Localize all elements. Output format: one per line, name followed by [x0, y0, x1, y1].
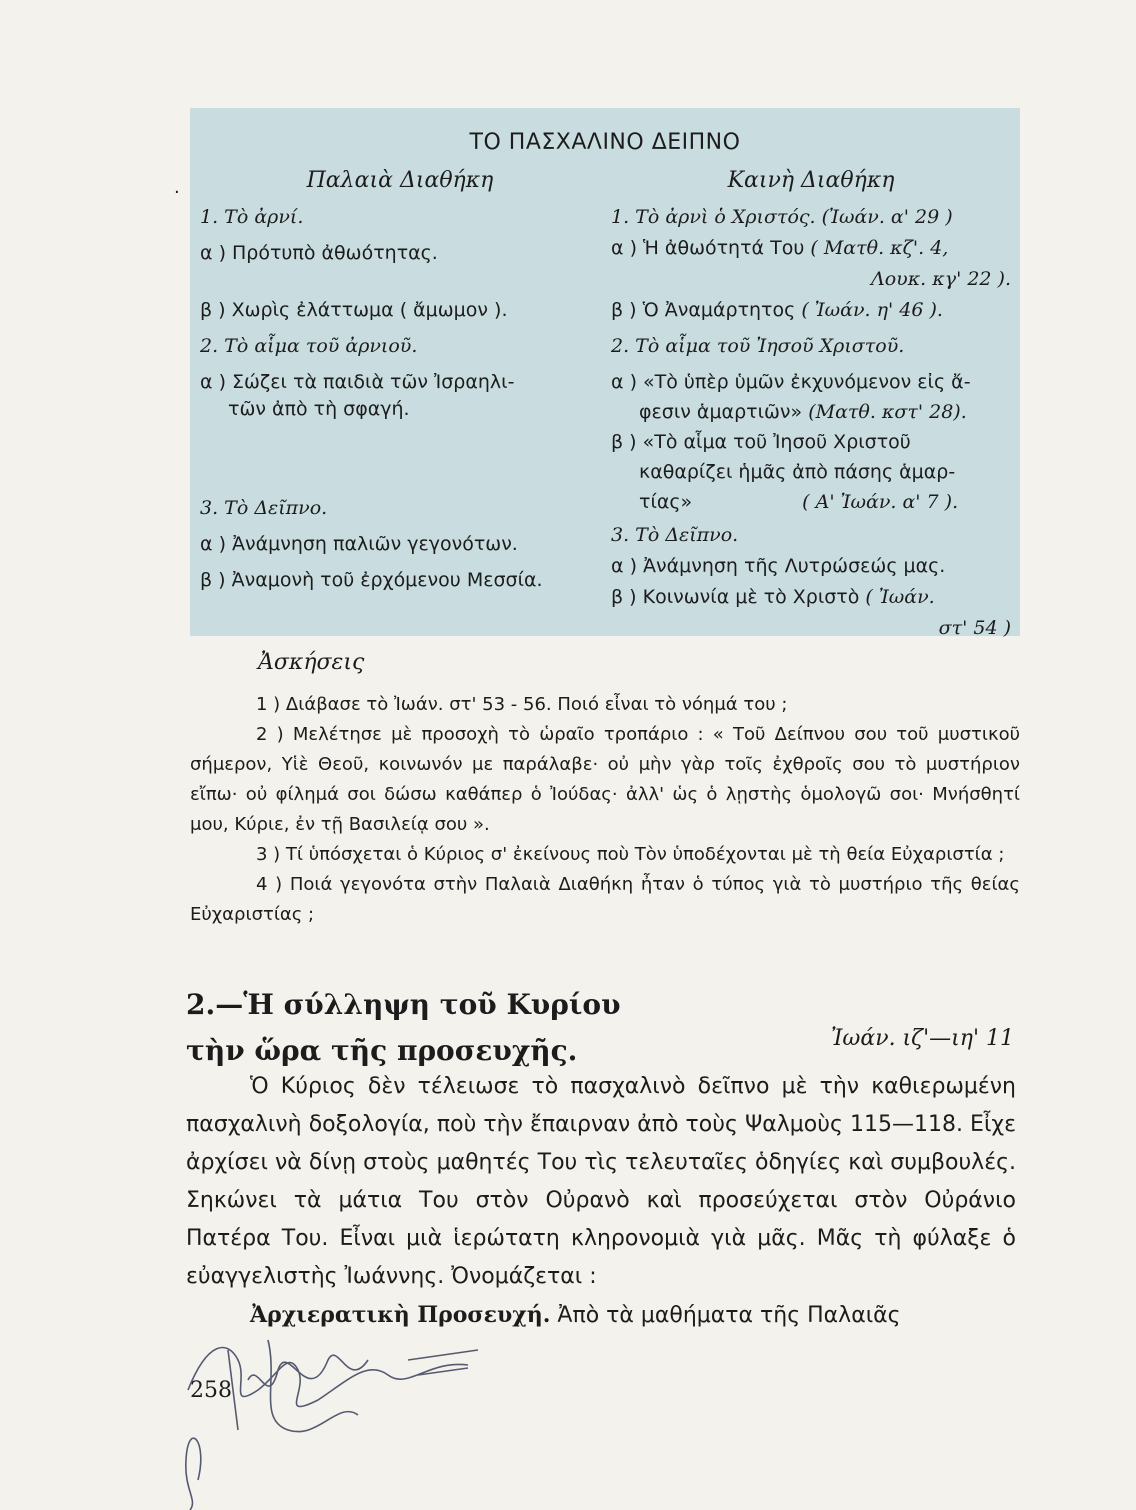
exercises-title: Ἀσκήσεις: [258, 650, 365, 675]
exercise-item: 1 ) Διάβασε τὸ Ἰωάν. στ' 53 - 56. Ποιό εἶναι τὸ νόημά του ;: [256, 694, 788, 715]
bold-term: Ἀρχιερατικὴ Προσευχή.: [250, 1302, 551, 1328]
nt-row-2: α ) Ἡ ἀθωότητά Του ( Ματθ. κζ'. 4,: [611, 237, 949, 259]
ot-row-8: α ) Ἀνάμνηση παλιῶν γεγονότων.: [200, 533, 518, 555]
nt-row-1: 1. Τὸ ἀρνὶ ὁ Χριστός. (Ἰωάν. α' 29 ): [611, 206, 953, 228]
margin-mark: ·: [174, 182, 180, 203]
old-testament-column: [200, 166, 600, 603]
exercise-item: 4 ) Ποιά γεγονότα στὴν Παλαιὰ Διαθήκη ἦταν ὁ τύπος γιὰ τὸ μυστήριο τῆς θείας Εὐχαριστίας ;: [190, 874, 1020, 925]
ot-row-6: τῶν ἀπὸ τὴ σφαγή.: [228, 398, 410, 420]
nt-row-4: β ) Ὁ Ἀναμάρτητος ( Ἰωάν. η' 46 ).: [611, 299, 943, 321]
nt-row-13: β ) Κοινωνία μὲ τὸ Χριστὸ ( Ἰωάν.: [611, 586, 935, 608]
paragraph-2: Ἀρχιερατικὴ Προσευχή. Ἀπὸ τὰ μαθήματα τῆς Παλαιᾶς: [250, 1302, 901, 1328]
nt-row-8: β ) «Τὸ αἷμα τοῦ Ἰησοῦ Χριστοῦ: [611, 431, 911, 453]
nt-row-10: τίας» ( Α' Ἰωάν. α' 7 ).: [639, 491, 959, 513]
new-testament-heading: Καινὴ Διαθήκη: [727, 168, 895, 193]
ot-row-5: α ) Σώζει τὰ παιδιὰ τῶν Ἰσραηλι-: [200, 371, 515, 393]
exercise-item: 3 ) Τί ὑπόσχεται ὁ Κύριος σ' ἐκείνους ποὺ Τὸν ὑποδέχονται μὲ τὴ θεία Εὐχαριστία ;: [256, 844, 1005, 865]
nt-row-5: 2. Τὸ αἷμα τοῦ Ἰησοῦ Χριστοῦ.: [611, 335, 905, 357]
new-testament-column: [611, 166, 1011, 651]
ot-row-2: α ) Πρότυπὸ ἀθωότητας.: [200, 242, 438, 264]
section-reference: Ἰωάν. ιζ'—ιη' 11: [830, 1026, 1014, 1051]
old-testament-heading: Παλαιὰ Διαθήκη: [306, 168, 494, 193]
exercises-list: [190, 690, 1020, 930]
nt-row-9: καθαρίζει ἡμᾶς ἀπὸ πάσης ἁμαρ-: [639, 461, 956, 483]
handwritten-signature: [168, 1320, 498, 1510]
ot-row-9: β ) Ἀναμονὴ τοῦ ἐρχόμενου Μεσσία.: [200, 569, 543, 591]
comparison-box: [190, 108, 1020, 639]
exercise-item: 2 ) Μελέτησε μὲ προσοχὴ τὸ ὡραῖο τροπάριο : « Τοῦ Δείπνου σου τοῦ μυστικοῦ σήμερον, Υἱὲ Θεοῦ, κοινωνόν με παράλαβε· οὐ μὴν γὰρ τοῖς ἐχθροῖς σου τὸ μυστήριον εἴπω· οὐ φίλημά σοι δώσω καθάπερ ὁ Ἰούδας· ἀλλ' ὡς ὁ λῃστὴς ὁμολογῶ σοι· Μνήσθητί μου, Κύριε, ἐν τῇ Βασιλείᾳ σου ».: [190, 724, 1020, 835]
ot-row-3: β ) Χωρὶς ἐλάττωμα ( ἄμωμον ).: [200, 299, 508, 321]
paragraph-1: Ὁ Κύριος δὲν τέλειωσε τὸ πασχαλινὸ δεῖπνο μὲ τὴν καθιερωμένη πασχαλινὴ δοξολογία, ποὺ τὴν ἔπαιρναν ἀπὸ τοὺς Ψαλμοὺς 115—118. Εἶχε ἀρχίσει νὰ δίνῃ στοὺς μαθητές Του τὶς τελευταῖες ὁδηγίες καὶ συμβουλές. Σηκώνει τὰ μάτια Του στὸν Οὐρανὸ καὶ προσεύχεται στὸν Οὐράνιο Πατέρα Του. Εἶναι μιὰ ἱερώτατη κληρονομιὰ γιὰ μᾶς. Μᾶς τὴ φύλαξε ὁ εὐαγγελιστὴς Ἰωάννης. Ὀνομάζεται :: [186, 1074, 1016, 1289]
nt-row-7: φεσιν ἁμαρτιῶν» (Ματθ. κστ' 28).: [639, 401, 967, 423]
ot-row-1: 1. Τὸ ἀρνί.: [200, 206, 304, 228]
nt-row-6: α ) «Τὸ ὑπὲρ ὑμῶν ἐκχυνόμενον εἰς ἄ-: [611, 371, 971, 393]
ot-row-4: 2. Τὸ αἷμα τοῦ ἀρνιοῦ.: [200, 335, 418, 357]
section-heading-line-2: τὴν ὥρα τῆς προσευχῆς.: [186, 1034, 578, 1067]
nt-row-3: Λουκ. κγ' 22 ).: [871, 268, 1011, 290]
nt-row-11: 3. Τὸ Δεῖπνο.: [611, 524, 739, 546]
nt-row-12: α ) Ἀνάμνηση τῆς Λυτρώσεώς μας.: [611, 555, 946, 577]
nt-row-14: στ' 54 ): [938, 617, 1011, 639]
ot-row-7: 3. Τὸ Δεῖπνο.: [200, 497, 328, 519]
page-number: 258: [190, 1378, 232, 1403]
box-title: ΤΟ ΠΑΣΧΑΛΙΝΟ ΔΕΙΠΝΟ: [469, 130, 741, 155]
section-heading-line-1: 2.—Ἡ σύλληψη τοῦ Κυρίου: [186, 988, 621, 1021]
body-text: [186, 1068, 1016, 1335]
